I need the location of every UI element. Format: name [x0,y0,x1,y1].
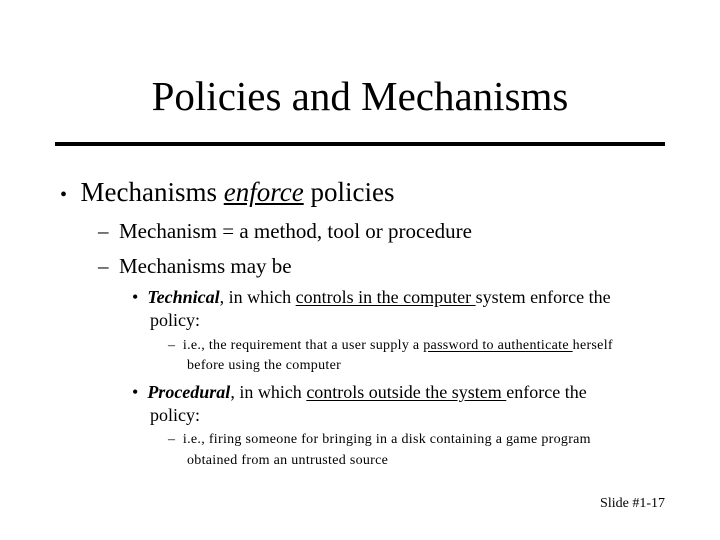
technical-prefix: , in which [219,287,296,307]
procedural-prefix: , in which [230,382,307,402]
technical-example-prefix: i.e., the requirement that a user supply a [182,338,424,353]
technical-line2: policy: [150,310,200,330]
technical-example-suffix: herself [572,338,613,353]
bullet-dot: • [60,184,68,206]
technical-example-line2: before using the computer [187,358,342,373]
title-divider [55,142,665,146]
bullet-technical [132,286,611,309]
procedural-line2: policy: [150,405,200,425]
sub1-text: Mechanism = a method, tool or procedure [119,219,472,243]
procedural-example-line2: obtained from an untrusted source [187,453,389,468]
procedural-suffix: enforce the [506,382,587,402]
procedural-example-line1: i.e., firing someone for bringing in a disk containing a game program [182,432,591,447]
procedural-underlined: controls outside the system [306,382,507,402]
procedural-example [168,430,591,449]
sub-bullet-mechanism-definition [98,218,472,244]
sub-bullet-mechanisms-may-be [98,253,292,279]
procedural-term: Procedural [147,382,231,402]
bullet-dot: • [132,287,139,307]
bullet-mechanisms-enforce [60,176,394,211]
technical-term: Technical [147,287,220,307]
technical-underlined: controls in the computer [295,287,476,307]
dash: – [98,219,109,243]
slide-title: Policies and Mechanisms [151,73,569,119]
bullet-procedural [132,381,587,404]
dash: – [98,254,109,278]
technical-example [168,336,613,355]
technical-suffix: system enforce the [475,287,611,307]
dash: – [168,338,176,353]
bullet1-suffix: policies [303,177,395,207]
dash: – [168,432,176,447]
bullet1-prefix: Mechanisms [80,177,224,207]
bullet-dot: • [132,382,139,402]
slide-number: Slide #1-17 [600,496,665,511]
technical-example-underlined: password to authenticate [423,338,573,353]
bullet1-emphasis: enforce [223,177,304,207]
sub2-text: Mechanisms may be [119,254,292,278]
